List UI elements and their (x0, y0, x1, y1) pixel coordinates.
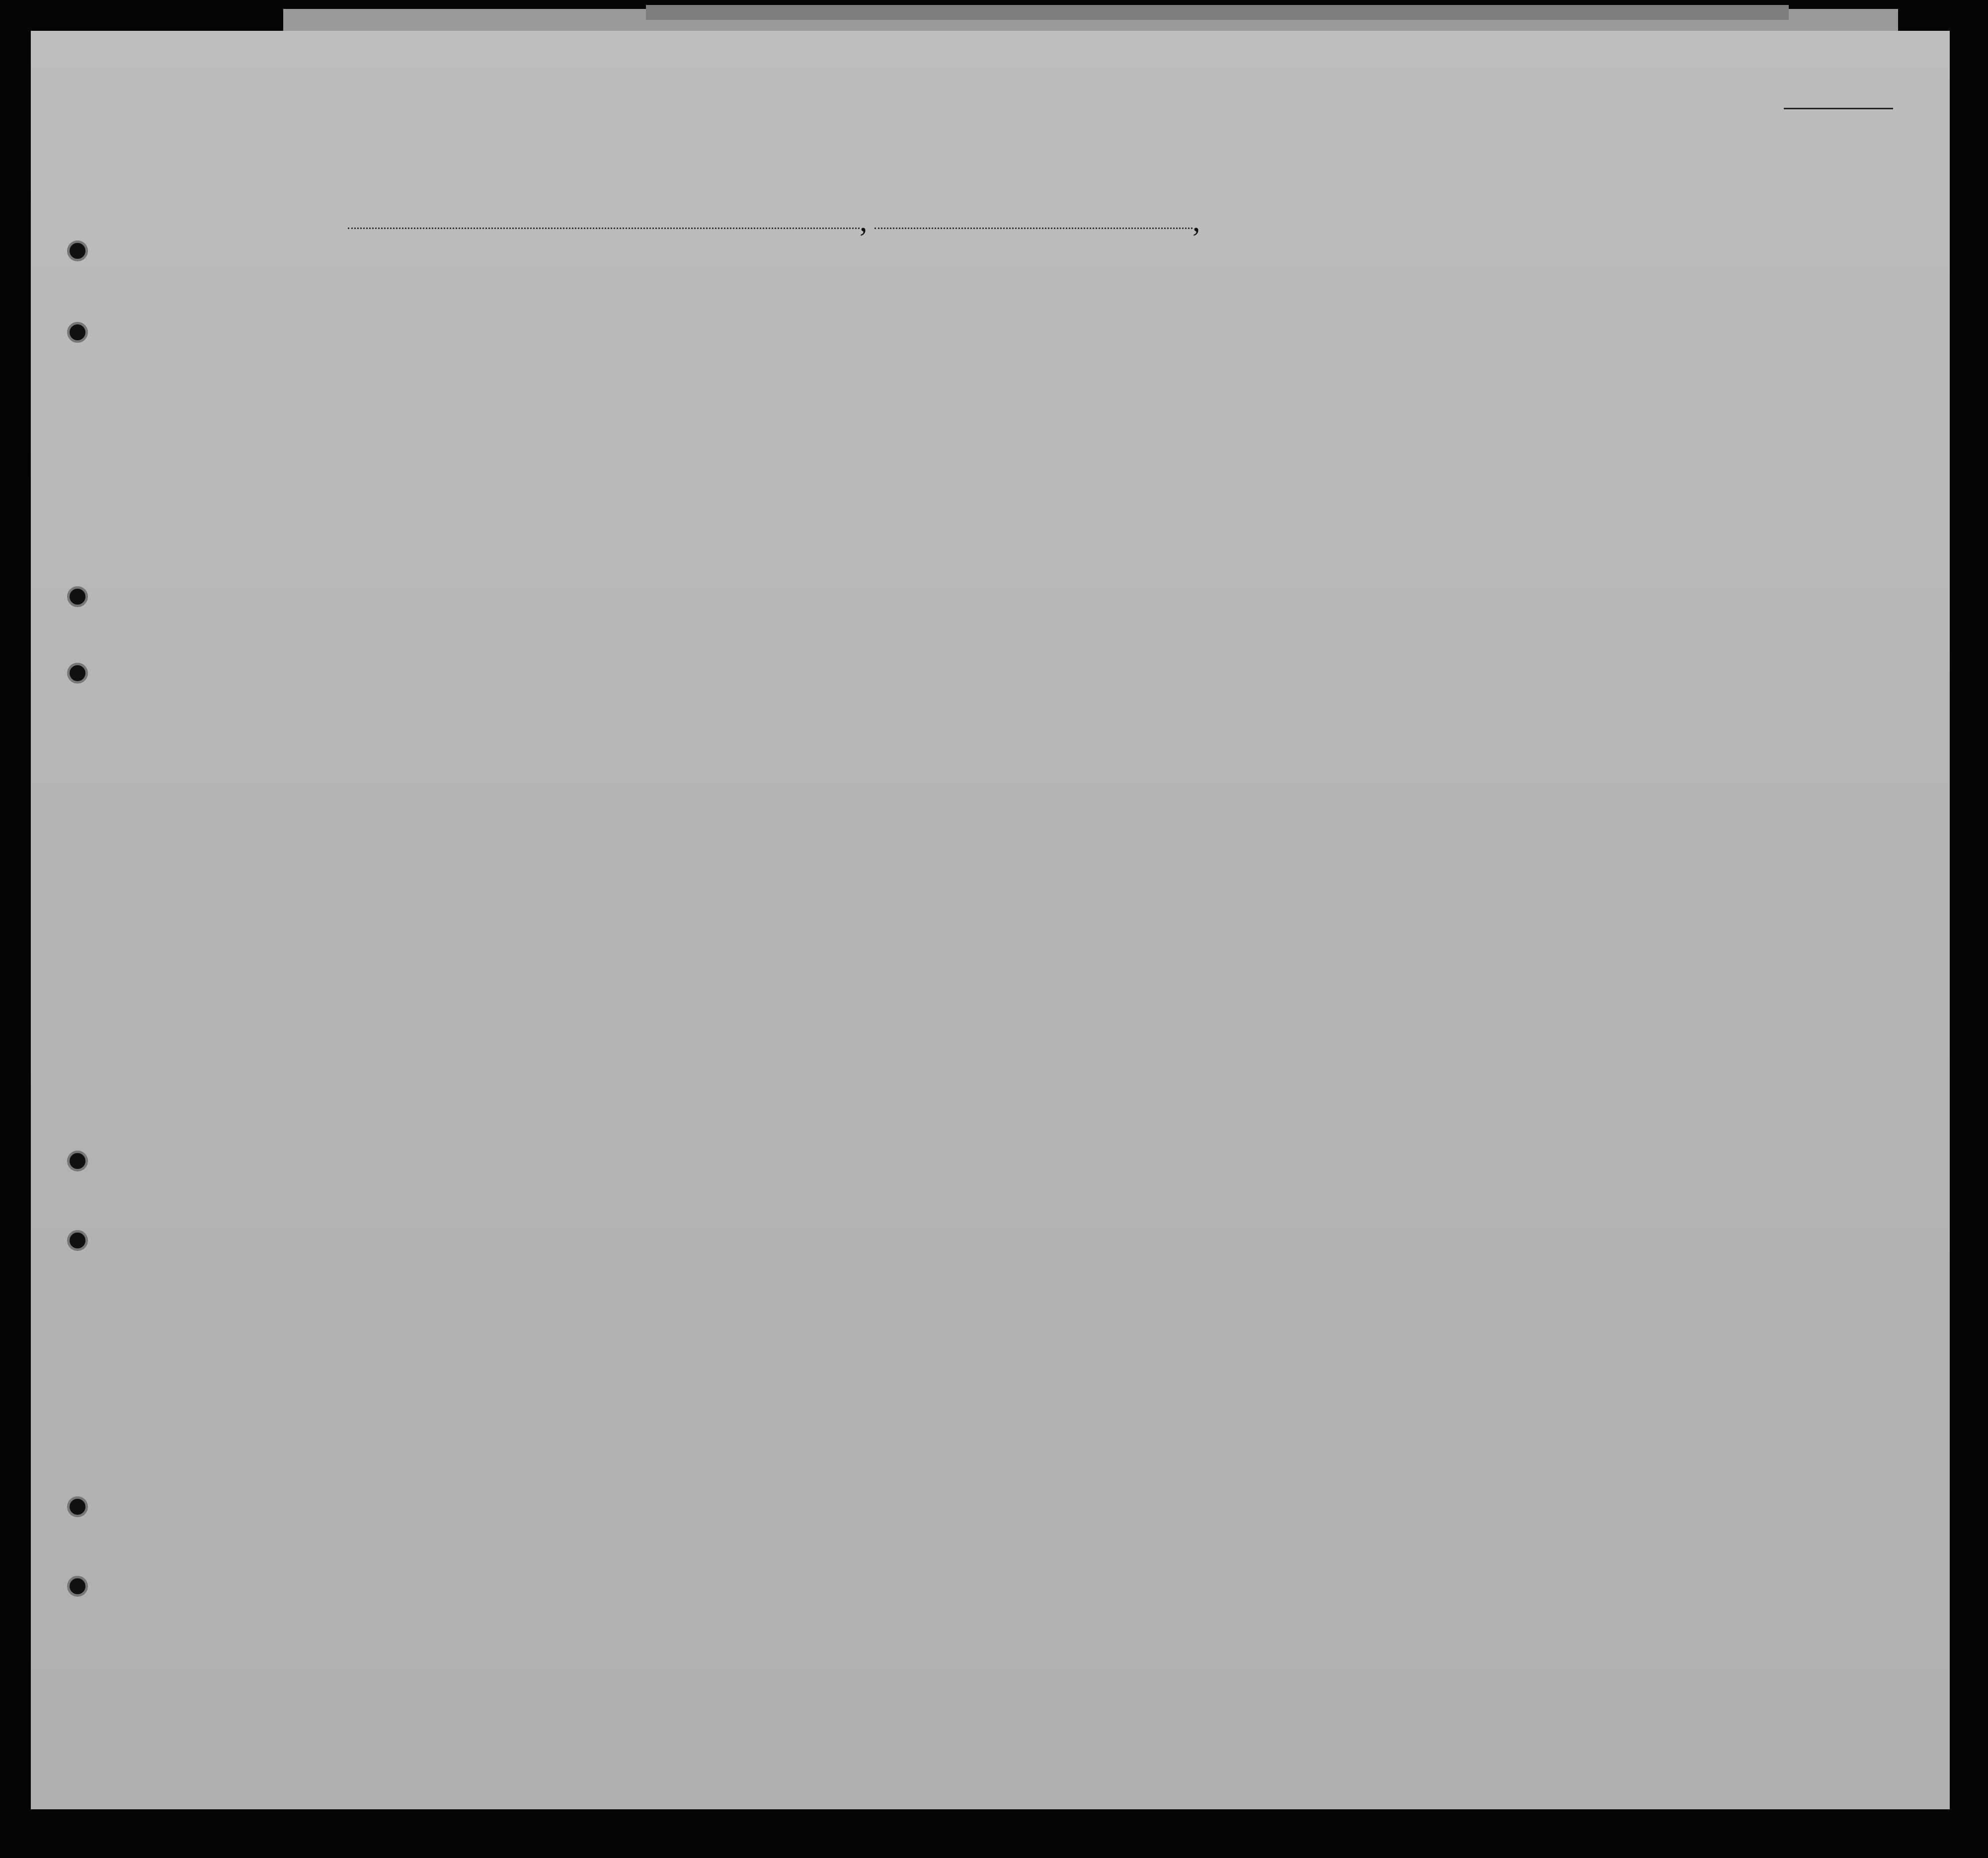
header-col26 (1318, 323, 1333, 423)
comma: , (1193, 204, 1200, 238)
header-col27 (1345, 323, 1360, 423)
header-col30 (1469, 321, 1499, 440)
header-col33-feet (1629, 401, 1640, 431)
header-col29 (1415, 318, 1459, 438)
header-col33-inches (1658, 396, 1669, 436)
header-col19 (590, 309, 616, 423)
header-col21 (710, 307, 732, 421)
header-col24-a (1133, 321, 1168, 441)
header-col24-b (1197, 319, 1227, 438)
header-col25 (1282, 321, 1312, 440)
comma: , (860, 204, 868, 238)
